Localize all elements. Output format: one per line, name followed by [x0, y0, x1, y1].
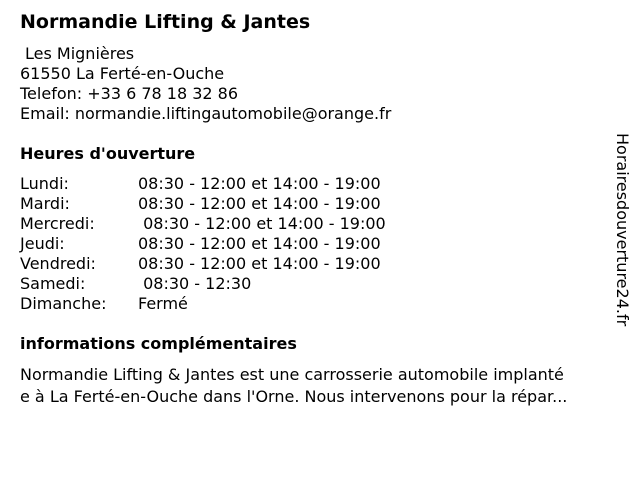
- time-range: 08:30 - 12:00 et 14:00 - 19:00: [138, 194, 381, 213]
- day-label: Lundi:: [20, 174, 69, 193]
- hours-row-tuesday: [20, 194, 386, 214]
- time-range: 08:30 - 12:00 et 14:00 - 19:00: [138, 174, 381, 193]
- hours-row-friday: [20, 254, 386, 274]
- site-watermark: [611, 133, 634, 348]
- business-name: Normandie Lifting & Jantes: [20, 11, 311, 33]
- hours-row-wednesday: [20, 214, 386, 234]
- opening-hours-table: [20, 174, 386, 314]
- time-range: 08:30 - 12:00 et 14:00 - 19:00: [138, 234, 381, 253]
- watermark-text: Horairesdouverture24.fr: [613, 133, 632, 327]
- time-range: 08:30 - 12:00 et 14:00 - 19:00: [138, 214, 386, 233]
- day-label: Vendredi:: [20, 254, 96, 273]
- day-label: Jeudi:: [20, 234, 65, 253]
- time-range: 08:30 - 12:00 et 14:00 - 19:00: [138, 254, 381, 273]
- business-description: [20, 364, 620, 408]
- day-label: Samedi:: [20, 274, 86, 293]
- hours-row-monday: [20, 174, 386, 194]
- hours-row-saturday: [20, 274, 386, 294]
- description-line: e à La Ferté-en-Ouche dans l'Orne. Nous intervenons pour la répar...: [20, 387, 568, 406]
- day-label: Dimanche:: [20, 294, 107, 313]
- contact-block: [20, 44, 391, 124]
- hours-row-thursday: [20, 234, 386, 254]
- day-label: Mercredi:: [20, 214, 95, 233]
- phone-number: Telefon: +33 6 78 18 32 86: [20, 84, 239, 103]
- time-range: 08:30 - 12:30: [138, 274, 252, 293]
- hours-row-sunday: [20, 294, 386, 314]
- street-address: Les Mignières: [25, 44, 135, 63]
- day-label: Mardi:: [20, 194, 70, 213]
- info-heading: informations complémentaires: [20, 334, 297, 353]
- email-address: Email: normandie.liftingautomobile@orange.fr: [20, 104, 392, 123]
- city-address: 61550 La Ferté-en-Ouche: [20, 64, 225, 83]
- time-range: Fermé: [138, 294, 188, 313]
- description-line: Normandie Lifting & Jantes est une carrosserie automobile implanté: [20, 365, 564, 384]
- hours-heading: Heures d'ouverture: [20, 144, 196, 163]
